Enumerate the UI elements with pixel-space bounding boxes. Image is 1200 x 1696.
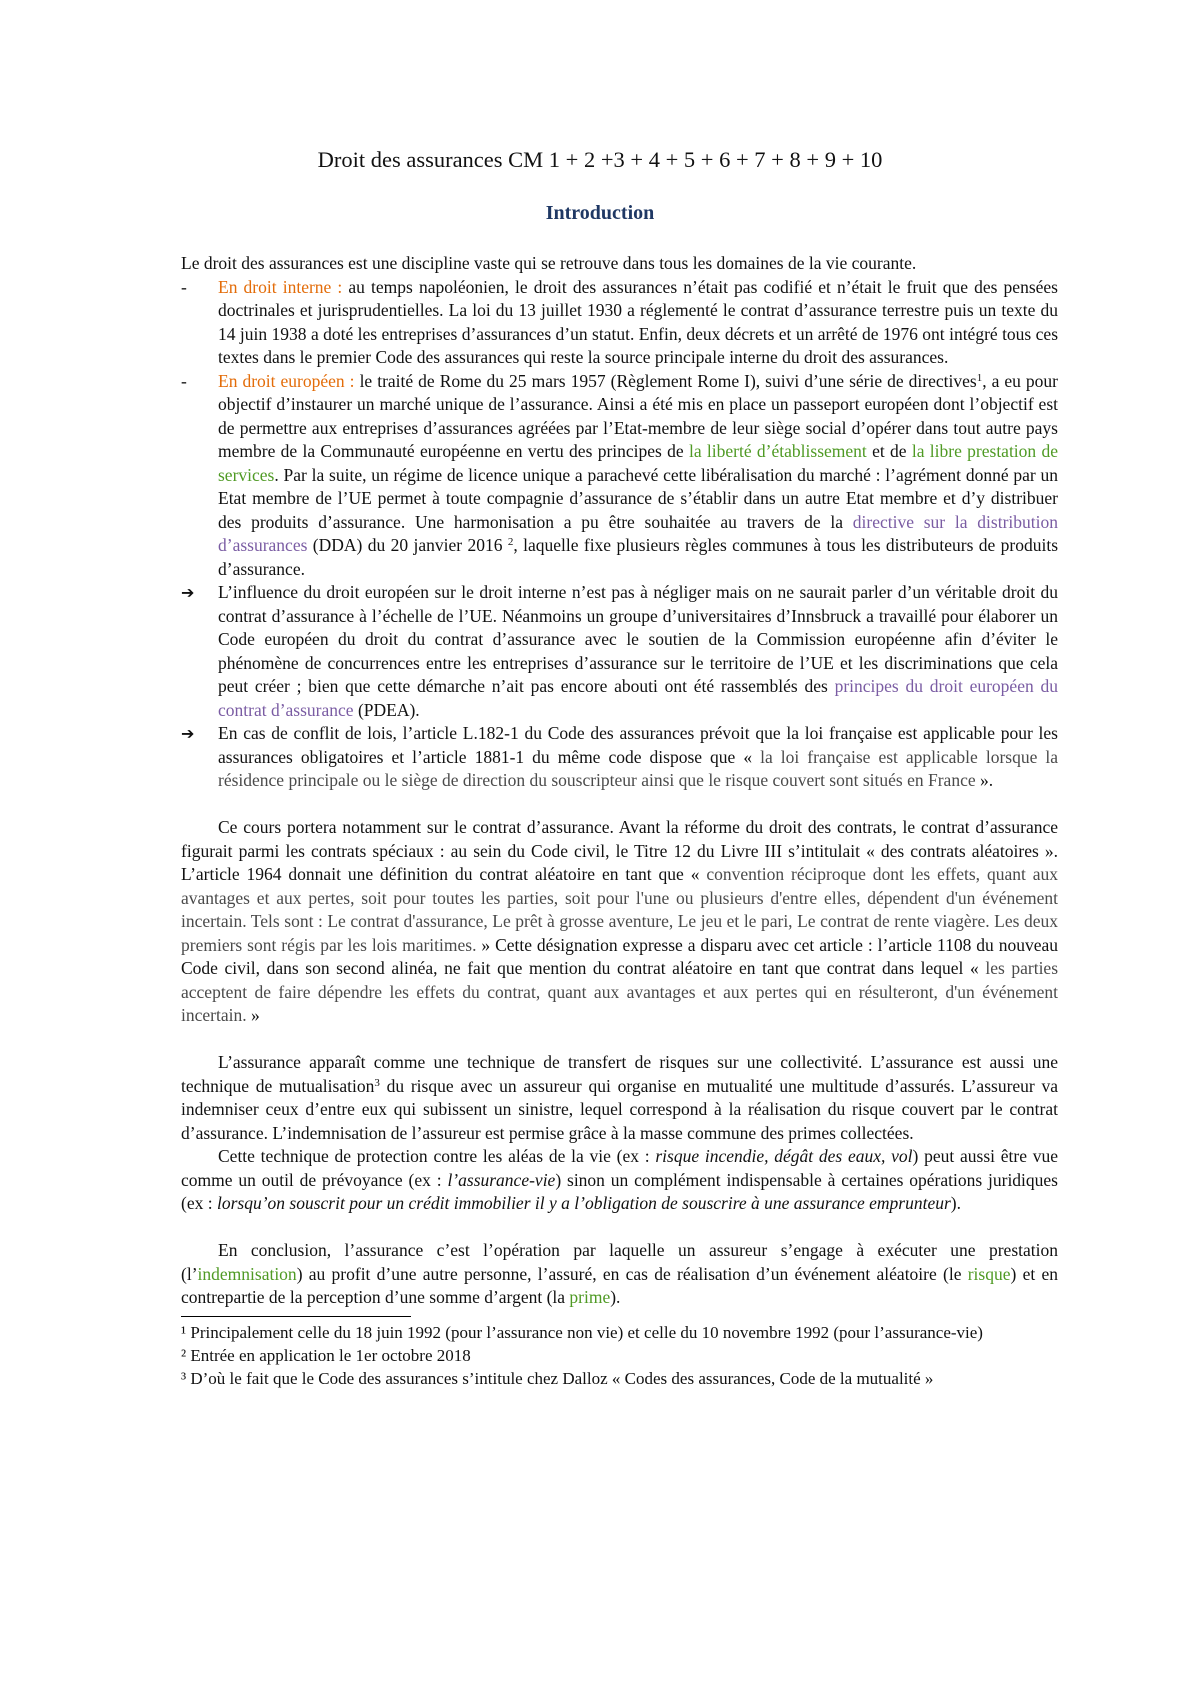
paragraph-technique-transfert bbox=[181, 1051, 1058, 1145]
paragraph-contrat-assurance bbox=[181, 816, 1058, 1028]
list-item-droit-interne bbox=[181, 276, 1058, 370]
label-droit-interne: En droit interne : bbox=[218, 276, 343, 297]
footnote-1 bbox=[181, 1321, 1058, 1344]
text-segment: ». bbox=[975, 770, 994, 790]
text-segment: ). bbox=[610, 1287, 621, 1307]
list-item-influence bbox=[181, 581, 1058, 722]
text-segment: L’assurance apparaît comme une technique de transfert de risques sur une collectivité. L’assurance est aussi une technique de mutualisation bbox=[181, 1052, 1058, 1096]
text-segment: et de bbox=[866, 441, 912, 461]
footnote-mark: ² bbox=[181, 1345, 187, 1365]
paragraph-conclusion bbox=[181, 1239, 1058, 1310]
text-segment: , a eu pour objectif d’instaurer un marché unique de l’assurance. Ainsi a été mis en place un passeport européen dont l’objectif est de permettre aux entreprises d’assurances agréées par l’Etat-membre de leur siège social d’opérer dans tout autre pays membre de la Communauté européenne en vertu des principes de bbox=[218, 370, 1058, 461]
text-droit-interne: au temps napoléonien, le droit des assurances n’était pas codifié et n’était le fruit que des pensées doctrinales et jurisprudentielles. La loi du 13 juillet 1930 a réglementé le contrat d’assurance terrestre puis un texte du 14 juin 1938 a doté les entreprises d’assurances d’un statut. Enfin, deux décrets et un arrêté de 1976 ont intégré tous ces textes dans le premier Code des assurances qui reste la source principale interne du droit des assurances. bbox=[218, 276, 1058, 367]
dash-marker: - bbox=[181, 370, 187, 391]
term-indemnisation: indemnisation bbox=[197, 1263, 297, 1284]
footnote-ref-1[interactable]: 1 bbox=[976, 371, 983, 384]
intro-paragraph: Le droit des assurances est une discipline vaste qui se retrouve dans tous les domaines de la vie courante. bbox=[181, 253, 917, 273]
example-assurance-vie: l’assurance-vie bbox=[447, 1169, 556, 1190]
text-segment: En cas de conflit de lois, l’article L.182-1 du Code des assurances prévoit que la loi française est applicable pour les assurances obligatoires et l’article 1881-1 du même code dispose que « bbox=[218, 723, 1058, 767]
text-segment: ) et en contrepartie de la perception d’une somme d’argent (la bbox=[181, 1263, 1058, 1307]
footnote-3 bbox=[181, 1367, 1058, 1390]
label-droit-europeen: En droit européen : bbox=[218, 370, 355, 391]
quote-article-1108: les parties acceptent de faire dépendre les effets du contrat, quant aux avantages et aux pertes qui en résulteront, d'un événement incertain. bbox=[181, 958, 1059, 1025]
text-segment: , laquelle fixe plusieurs règles communes à tous les distributeurs de produits d’assurance. bbox=[218, 535, 1059, 579]
example-credit-immobilier: lorsqu’on souscrit pour un crédit immobilier il y a l’obligation de souscrire à une assurance emprunteur bbox=[216, 1193, 951, 1213]
arrow-icon: ➔ bbox=[181, 583, 195, 602]
term-liberte-etablissement: la liberté d’établissement bbox=[688, 441, 867, 461]
text-segment: » Cette désignation expresse a disparu avec cet article : l’article 1108 du nouveau Code civil, dans son second alinéa, ne fait que mention du contrat aléatoire en tant que contrat dans lequel « bbox=[181, 934, 1058, 978]
text-segment: ). bbox=[950, 1193, 961, 1213]
text-segment: En conclusion, l’assurance c’est l’opération par laquelle un assureur s’engage à exécuter une prestation (l’ bbox=[181, 1240, 1058, 1284]
term-risque: risque bbox=[967, 1263, 1011, 1284]
footnote-mark: ³ bbox=[181, 1368, 187, 1388]
example-risques: risque incendie, dégât des eaux, vol bbox=[655, 1146, 913, 1166]
footnote-text: Entrée en application le 1er octobre 2018 bbox=[186, 1345, 471, 1365]
term-libre-prestation: la libre prestation de services bbox=[218, 441, 1058, 485]
list-item-droit-europeen bbox=[181, 370, 1058, 582]
arrow-icon: ➔ bbox=[181, 724, 195, 743]
quote-article-1964: convention réciproque dont les effets, quant aux avantages et aux pertes, soit pour toutes les parties, soit pour l'une ou plusieurs d'entre elles, dépendent d'un événement incertain. Tels sont : Le contrat d'assurance, Le prêt à grosse aventure, Le jeu et le pari, Le contrat de rente viagère. Les deux premiers sont régis par les lois maritimes. bbox=[181, 864, 1058, 955]
document-body bbox=[181, 252, 1058, 1390]
text-segment: Cette technique de protection contre les aléas de la vie (ex : bbox=[218, 1146, 656, 1166]
text-segment: Ce cours portera notamment sur le contrat d’assurance. Avant la réforme du droit des contrats, le contrat d’assurance figurait parmi les contrats spéciaux : au sein du Code civil, le Titre 12 du Livre III s’intitulait « des contrats aléatoires ». L’article 1964 donnait une définition du contrat aléatoire en tant que « bbox=[181, 817, 1058, 884]
term-prime: prime bbox=[569, 1287, 611, 1307]
footnote-ref-3[interactable]: 3 bbox=[374, 1076, 380, 1089]
text-segment: ) sinon un complément indispensable à certaines opérations juridiques (ex : bbox=[181, 1169, 1058, 1213]
text-segment: ) au profit d’une autre personne, l’assuré, en cas de réalisation d’un événement aléatoire (le bbox=[296, 1263, 968, 1284]
text-segment: » bbox=[246, 1005, 260, 1025]
footnote-mark: ¹ bbox=[181, 1322, 187, 1342]
dash-marker: - bbox=[181, 276, 187, 297]
term-directive-dda: directive sur la distribution d’assurances bbox=[218, 511, 1058, 555]
text-segment: (DDA) du 20 janvier 2016 bbox=[307, 535, 508, 555]
footnote-text: D’où le fait que le Code des assurances s’intitule chez Dalloz « Codes des assurances, Code de la mutualité » bbox=[186, 1368, 934, 1388]
footnote-text: Principalement celle du 18 juin 1992 (pour l’assurance non vie) et celle du 10 novembre 1992 (pour l’assurance-vie) bbox=[186, 1322, 983, 1342]
footnote-ref-2[interactable]: 2 bbox=[507, 536, 514, 548]
text-segment: le traité de Rome du 25 mars 1957 (Règlement Rome I), suivi d’une série de directives bbox=[354, 370, 977, 391]
text-segment: du risque avec un assureur qui organise en mutualité une multitude d’assurés. L’assureur va indemniser ceux d’entre eux qui subissent un sinistre, lequel correspond à la réalisation du risque couvert par le contrat d’assurance. L’indemnisation de l’assureur est permise grâce à la masse commune des primes collectées. bbox=[181, 1075, 1059, 1143]
document-title: Droit des assurances CM 1 + 2 +3 + 4 + 5 + 6 + 7 + 8 + 9 + 10 bbox=[317, 147, 883, 172]
footnote-2 bbox=[181, 1344, 1058, 1367]
quote-article-1881: la loi française est applicable lorsque la résidence principale ou le siège de direction du souscripteur ainsi que le risque couvert sont situés en France bbox=[218, 746, 1058, 790]
text-segment: . Par la suite, un régime de licence unique a parachevé cette libéralisation du marché : l’agrément donné par un Etat membre de l’UE permet à toute compagnie d’assurance de s’établir dans un autre Etat membre et d’y distribuer des produits d’assurance. Une harmonisation a pu être souhaitée au travers de la bbox=[218, 464, 1058, 532]
footnote-separator bbox=[181, 1316, 411, 1317]
text-segment: (PDEA). bbox=[353, 699, 420, 720]
list-item-conflit-lois bbox=[181, 722, 1058, 793]
paragraph-technique-protection bbox=[181, 1145, 1058, 1216]
text-segment: L’influence du droit européen sur le droit interne n’est pas à négliger mais on ne saurait parler d’un véritable droit du contrat d’assurance à l’échelle de l’UE. Néanmoins un groupe d’universitaires d’Innsbruck a travaillé pour élaborer un Code européen du droit du contrat d’assurance avec le soutien de la Commission européenne afin d’éviter le phénomène de concurrences entre les entreprises d’assurance sur le territoire de l’UE et les discriminations que cela peut créer ; bien que cette démarche n’ait pas encore abouti ont été rassemblés des bbox=[218, 582, 1058, 696]
text-segment: ) peut aussi être vue comme un outil de prévoyance (ex : bbox=[181, 1146, 1058, 1190]
section-heading-introduction: Introduction bbox=[545, 202, 655, 224]
footnotes bbox=[181, 1321, 1058, 1390]
term-pdea: principes du droit européen du contrat d’assurance bbox=[218, 676, 1058, 720]
